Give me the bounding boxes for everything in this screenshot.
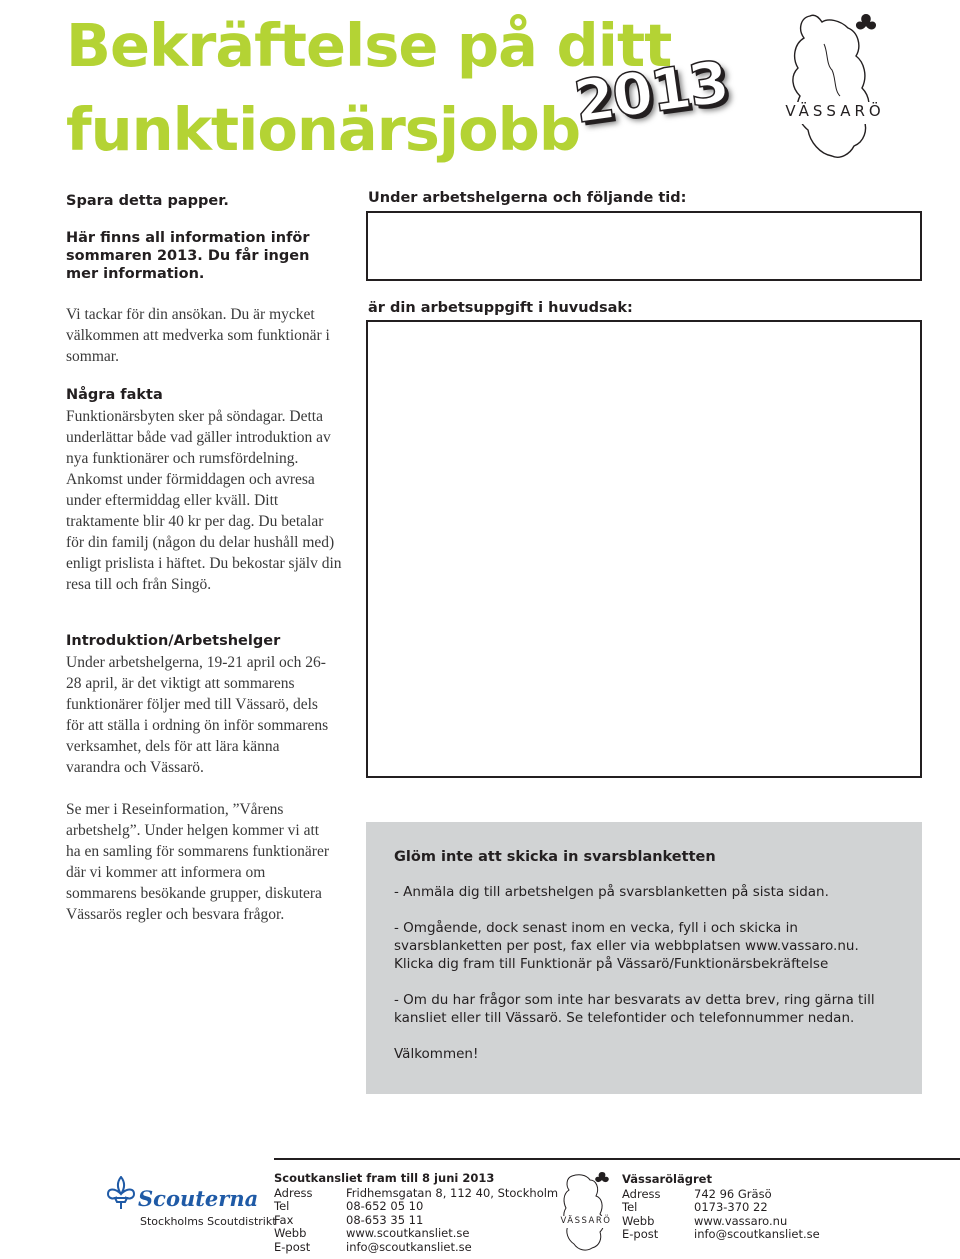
period-label: Under arbetshelgerna och följande tid: [368, 190, 687, 206]
title-line-2: funktionärsjobb [66, 95, 581, 164]
intro-text: Under arbetshelgerna, 19-21 april och 26-28 april, är det viktigt att sommarens funktionärer följer med till Vässarö, dels för att ställa i ordning ön inför sommarens verksamhet, dels för att lära känna varandra och Vässarö. [66, 654, 329, 776]
footer-logo-text: VÄSSARÖ [560, 1216, 612, 1226]
reminder-panel [366, 822, 922, 1094]
office-contact [274, 1172, 574, 1255]
reminder-heading: Glöm inte att skicka in svarsblanketten [394, 849, 716, 865]
footer-divider [274, 1158, 960, 1160]
intro-heading: Introduktion/Arbetshelger [66, 633, 281, 649]
scouterna-logo [106, 1172, 276, 1232]
save-note: Spara detta papper. [66, 193, 229, 209]
camp-row-email: E-post info@scoutkansliet.se [622, 1227, 820, 1242]
more-info-text: Se mer i Reseinformation, ”Vårens arbetshelg”. Under helgen kommer vi att ha en samling för sommarens funktionärer där vi kommer att informera om sommarens besökande grupper, diskutera Vässarös regler och besvara frågor. [66, 801, 329, 923]
scout-lily-icon [106, 1176, 136, 1210]
task-label: är din arbetsuppgift i huvudsak: [368, 300, 633, 316]
camp-contact [622, 1173, 872, 1242]
reminder-welcome: Välkommen! [394, 1046, 479, 1062]
office-title: Scoutkansliet fram till 8 juni 2013 [274, 1171, 495, 1185]
year-badge: 2013 [570, 47, 732, 137]
logo-text: VÄSSARÖ [785, 102, 885, 120]
office-row-address: Adress Fridhemsgatan 8, 112 40, Stockholm [274, 1185, 559, 1200]
island-map-icon [780, 4, 890, 164]
office-row-email: E-post info@scoutkansliet.se [274, 1239, 472, 1254]
island-map-small-icon [556, 1168, 616, 1254]
task-field[interactable] [366, 320, 922, 778]
camp-title: Vässarölägret [622, 1172, 712, 1186]
office-row-tel: Tel 08-652 05 10 [274, 1199, 424, 1214]
district-name: Stockholms Scoutdistrikt [140, 1215, 277, 1228]
camp-row-address: Adress 742 96 Gräsö [622, 1186, 772, 1201]
reminder-item-questions: - Om du har frågor som inte har besvarats av detta brev, ring gärna till kansliet eller till Vässarö. Se telefontider och telefonnummer nedan. [394, 992, 875, 1026]
reminder-item-signup: - Anmäla dig till arbetshelgen på svarsblanketten på sista sidan. [394, 884, 829, 900]
info-note: Här finns all information inför sommaren 2013. Du får ingen mer information. [66, 230, 310, 282]
scouterna-wordmark: Scouterna [138, 1186, 259, 1211]
vassaro-footer-logo [556, 1168, 616, 1254]
vassaro-logo [780, 4, 890, 164]
thanks-text: Vi tackar för din ansökan. Du är mycket välkommen att medverka som funktionär i sommar. [66, 306, 330, 365]
facts-heading: Några fakta [66, 387, 163, 403]
facts-text: Funktionärsbyten sker på söndagar. Detta underlättar både vad gäller introduktion av nya funktionärer och rumsfördelning. Ankomst under förmiddagen och avresa under eftermiddag eller kväll. Ditt traktamente blir 40 kr per dag. Du betalar för din familj (någon du delar hushåll med) enligt prislista i häftet. Du bekostar själv din resa till och från Singö. [66, 408, 342, 593]
reminder-item-submit: - Omgående, dock senast inom en vecka, fyll i och skicka in svarsblanketten per post, fax eller via webbplatsen www.vassaro.nu. Klicka dig fram till Funktionär på Vässarö/Funktionärsbekräftelse [394, 920, 859, 972]
title-line-1: Bekräftelse på ditt [66, 11, 672, 80]
office-row-web: Webb www.scoutkansliet.se [274, 1226, 470, 1241]
period-field[interactable] [366, 211, 922, 281]
camp-row-tel: Tel 0173-370 22 [622, 1200, 768, 1215]
office-row-fax: Fax 08-653 35 11 [274, 1212, 424, 1227]
camp-row-web: Webb www.vassaro.nu [622, 1213, 788, 1228]
